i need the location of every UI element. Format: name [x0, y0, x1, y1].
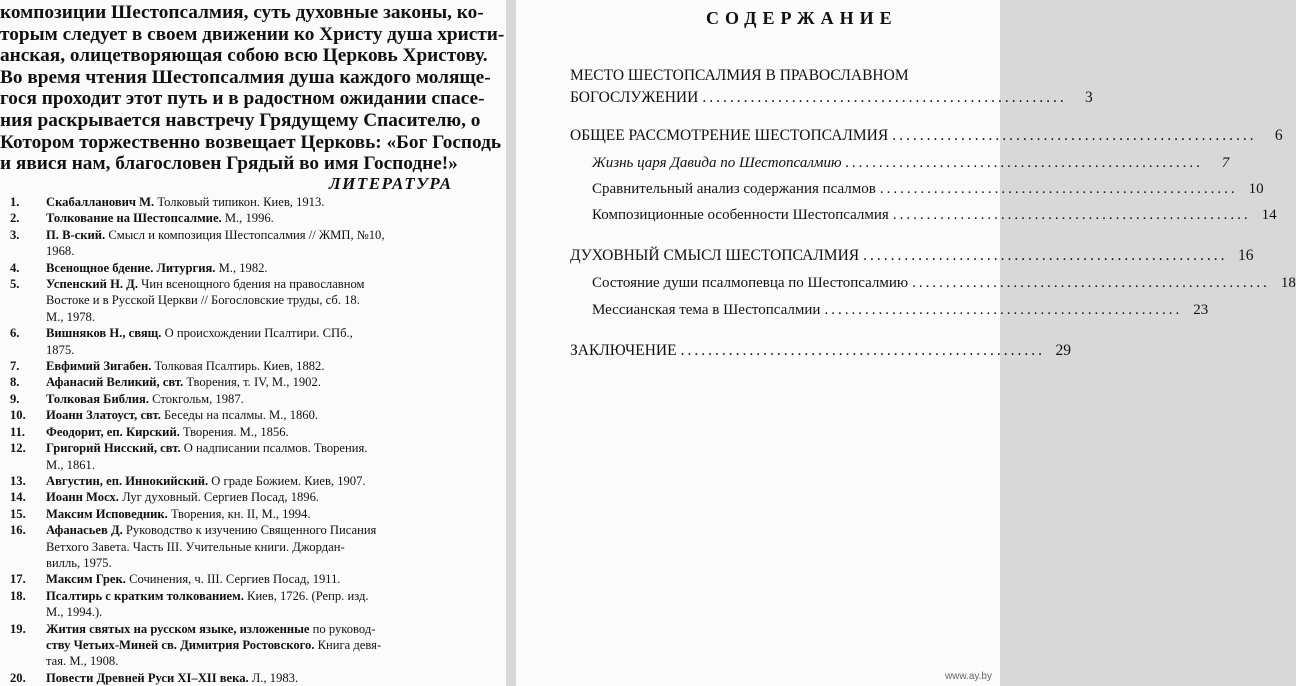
bibliography-entry — [10, 276, 470, 325]
toc-entry[interactable] — [570, 127, 1283, 145]
bibliography-entry — [10, 227, 470, 260]
bibliography-entry — [10, 210, 470, 226]
bibliography-line — [46, 653, 470, 669]
bibliography-entry — [10, 571, 470, 587]
bibliography-author: Повести Древней Руси XI–XII века. — [46, 670, 249, 685]
bibliography-detail: Ветхого Завета. Часть III. Учительные книги. Джордан- — [46, 539, 345, 554]
bibliography-number: 3. — [10, 227, 20, 242]
bibliography-line — [46, 358, 470, 374]
toc-leader-dots: ..................................................... — [892, 127, 1257, 144]
toc-entry-page: 16 — [1238, 247, 1254, 264]
bibliography-line — [46, 227, 470, 243]
bibliography-text — [46, 473, 470, 489]
bibliography-entry — [10, 407, 470, 423]
intro-line: ния раскрывается навстречу Грядущему Спасителю, о — [0, 109, 481, 131]
bibliography-text — [46, 227, 470, 260]
bibliography-author: Максим Исповедник. — [46, 506, 168, 521]
bibliography-text — [46, 506, 470, 522]
toc-entry-page: 6 — [1274, 127, 1283, 144]
bibliography-author: Иоанн Мосх. — [46, 490, 119, 505]
bibliography-detail: М., 1978. — [46, 309, 95, 324]
bibliography-author: Августин, еп. Иннокийский. — [46, 473, 209, 488]
toc-entry-label: ЗАКЛЮЧЕНИЕ — [570, 342, 677, 359]
bibliography-line — [46, 522, 470, 538]
bibliography-detail: Чин всенощного бдения на православном — [138, 277, 365, 292]
bibliography-detail: Толковая Псалтирь. Киев, 1882. — [151, 359, 325, 374]
bibliography-detail: Смысл и композиция Шестопсалмия // ЖМП, №10, — [105, 227, 385, 242]
bibliography-number: 12. — [10, 441, 26, 456]
toc-leader-dots: ..................................................... — [863, 247, 1228, 264]
toc-entry[interactable] — [592, 302, 1209, 319]
intro-line: Во время чтения Шестопсалмия душа каждого моляще- — [0, 66, 491, 88]
bibliography-line — [46, 194, 470, 210]
toc-entry-page: 23 — [1193, 302, 1209, 318]
bibliography-number: 2. — [10, 211, 20, 226]
bibliography-detail: Луг духовный. Сергиев Посад, 1896. — [118, 490, 320, 505]
bibliography-text — [46, 407, 470, 423]
bibliography-number: 6. — [10, 326, 20, 341]
bibliography-text — [46, 571, 470, 587]
right-page — [516, 0, 1296, 686]
bibliography-detail: О надписании псалмов. Творения. — [180, 441, 368, 456]
bibliography-number: 18. — [10, 588, 26, 603]
bibliography-author: Иоанн Златоуст, свт. — [46, 408, 161, 423]
bibliography-entry — [10, 670, 470, 686]
bibliography-line — [46, 342, 470, 358]
bibliography-number: 13. — [10, 473, 26, 488]
bibliography-detail: Творения. М., 1856. — [179, 424, 289, 439]
toc-entry-label: Композиционные особенности Шестопсалмия — [592, 207, 889, 223]
bibliography-number: 20. — [10, 670, 26, 685]
bibliography-text — [46, 424, 470, 440]
bibliography-line — [46, 604, 470, 620]
bibliography-line — [46, 292, 470, 308]
bibliography-text — [46, 391, 470, 407]
bibliography-author: Афанасьев Д. — [46, 523, 123, 538]
bibliography-line — [46, 506, 470, 522]
toc-entry-label: ДУХОВНЫЙ СМЫСЛ ШЕСТОПСАЛМИЯ — [570, 247, 860, 264]
bibliography-detail: Творения, т. IV, М., 1902. — [183, 375, 321, 390]
bibliography-line — [46, 407, 470, 423]
bibliography-detail: 1968. — [46, 244, 75, 259]
bibliography-entry — [10, 358, 470, 374]
bibliography-entry — [10, 260, 470, 276]
bibliography-line — [46, 637, 470, 653]
bibliography-line — [46, 457, 470, 473]
bibliography-text — [46, 588, 470, 621]
bibliography-number: 14. — [10, 490, 26, 505]
bibliography-author: Жития святых на русском языке, изложенные — [46, 621, 310, 636]
bibliography-entry — [10, 374, 470, 390]
bibliography-number: 8. — [10, 375, 20, 390]
bibliography-number: 17. — [10, 572, 26, 587]
toc-entry[interactable] — [570, 89, 1093, 107]
bibliography-detail: вилль, 1975. — [46, 555, 112, 570]
toc-entry-page: 29 — [1055, 342, 1071, 359]
toc-leader-dots: ..................................................... — [702, 89, 1067, 106]
bibliography-detail: 1875. — [46, 342, 75, 357]
bibliography-number: 11. — [10, 424, 26, 439]
bibliography-detail: Л., 1983. — [248, 670, 299, 685]
bibliography-text — [46, 260, 470, 276]
bibliography-detail: Творения, кн. II, М., 1994. — [167, 506, 311, 521]
bibliography-line — [46, 539, 470, 555]
bibliography-author: П. В-ский. — [46, 227, 106, 242]
bibliography-list — [10, 194, 470, 686]
intro-line: анская, олицетворяющая собою всю Церковь Христову. — [0, 45, 488, 67]
bibliography-detail: Руководство к изучению Священного Писания — [122, 523, 377, 538]
bibliography-entry — [10, 489, 470, 505]
bibliography-number: 7. — [10, 359, 20, 374]
bibliography-text — [46, 325, 470, 358]
bibliography-number: 1. — [10, 195, 20, 209]
bibliography-text — [46, 670, 470, 686]
intro-line: и явися нам, благословен Грядый во имя Господне!» — [0, 153, 458, 175]
bibliography-entry — [10, 506, 470, 522]
bibliography-line — [46, 276, 470, 292]
bibliography-detail: по руковод- — [309, 621, 376, 636]
bibliography-text — [46, 489, 470, 505]
bibliography-text — [46, 374, 470, 390]
bibliography-entry — [10, 325, 470, 358]
bibliography-author: Толковая Библия. — [46, 391, 150, 406]
bibliography-line — [46, 210, 470, 226]
bibliography-detail: М., 1996. — [221, 211, 274, 226]
intro-line: композиции Шестопсалмия, суть духовные законы, ко- — [0, 2, 484, 23]
intro-line: гося проходит этот путь и в радостном ожидании спасе- — [0, 88, 485, 110]
bibliography-line — [46, 309, 470, 325]
bibliography-number: 16. — [10, 523, 26, 538]
bibliography-author: Вишняков Н., свящ. — [46, 326, 162, 341]
bibliography-line — [46, 325, 470, 341]
bibliography-author: Толкование на Шестопсалмие. — [46, 211, 222, 226]
toc-entry-page: 7 — [1221, 155, 1230, 171]
toc-entry-label: Мессианская тема в Шестопсалмии — [592, 302, 821, 318]
bibliography-number: 10. — [10, 408, 26, 423]
bibliography-entry — [10, 391, 470, 407]
bibliography-author: Евфимий Зигабен. — [46, 359, 152, 374]
bibliography-line — [46, 555, 470, 571]
toc-entry-label: Состояние души псалмопевца по Шестопсалмию — [592, 275, 909, 291]
bibliography-text — [46, 440, 470, 473]
bibliography-detail: О граде Божием. Киев, 1907. — [208, 473, 366, 488]
bibliography-line — [46, 621, 470, 637]
intro-line: Котором торжественно возвещает Церковь: «Бог Господь — [0, 131, 502, 153]
toc-title: СОДЕРЖАНИЕ — [706, 8, 898, 28]
intro-paragraph — [0, 2, 505, 175]
literature-heading: ЛИТЕРАТУРА — [329, 174, 453, 193]
toc-entry[interactable] — [592, 155, 1230, 172]
bibliography-detail: М., 1982. — [215, 260, 268, 275]
bibliography-entry — [10, 522, 470, 571]
toc-entry[interactable] — [592, 181, 1264, 198]
bibliography-line — [46, 391, 470, 407]
bibliography-author: Скабалланович М. — [46, 195, 155, 209]
toc-entry-page: 10 — [1248, 181, 1264, 197]
bibliography-entry — [10, 440, 470, 473]
bibliography-detail: Толковый типикон. Киев, 1913. — [154, 195, 325, 209]
toc-entry-page: 14 — [1261, 207, 1277, 223]
bibliography-number: 5. — [10, 277, 20, 292]
toc-entry-label: БОГОСЛУЖЕНИИ — [570, 89, 699, 106]
toc-entry-label: Сравнительный анализ содержания псалмов — [592, 181, 876, 197]
bibliography-entry — [10, 588, 470, 621]
bibliography-entry — [10, 621, 470, 670]
bibliography-text — [46, 358, 470, 374]
bibliography-author: Афанасий Великий, свт. — [46, 375, 184, 390]
bibliography-author: Григорий Нисский, свт. — [46, 441, 181, 456]
toc-entry-page: 18 — [1280, 275, 1296, 291]
bibliography-line — [46, 374, 470, 390]
bibliography-line — [46, 243, 470, 259]
bibliography-author: Всенощное бдение. Литургия. — [46, 260, 216, 275]
bibliography-number: 4. — [10, 260, 20, 275]
bibliography-number: 9. — [10, 391, 20, 406]
bibliography-entry — [10, 473, 470, 489]
toc-entry-label: ОБЩЕЕ РАССМОТРЕНИЕ ШЕСТОПСАЛМИЯ — [570, 127, 889, 144]
toc-entry-page: 3 — [1084, 89, 1093, 106]
toc-leader-dots: ..................................................... — [892, 207, 1251, 223]
bibliography-line — [46, 571, 470, 587]
bibliography-text — [46, 194, 470, 210]
toc-entry[interactable] — [570, 342, 1071, 360]
bibliography-text — [46, 522, 470, 571]
bibliography-detail: О происхождении Псалтири. СПб., — [161, 326, 353, 341]
bibliography-entry — [10, 194, 470, 210]
toc-entry-line1: МЕСТО ШЕСТОПСАЛМИЯ В ПРАВОСЛАВНОМ — [570, 67, 909, 84]
bibliography-line — [46, 588, 470, 604]
bibliography-text — [46, 621, 470, 670]
bibliography-author: Феодорит, еп. Кирский. — [46, 424, 180, 439]
bibliography-detail: Востоке и в Русской Церкви // Богословские труды, сб. 18. — [46, 293, 360, 308]
toc-entry[interactable] — [570, 247, 1254, 265]
bibliography-line — [46, 260, 470, 276]
toc-entry[interactable] — [592, 275, 1296, 292]
left-page — [0, 0, 506, 686]
toc-leader-dots: ..................................................... — [879, 181, 1238, 197]
watermark-text: www.ay.by — [944, 671, 992, 682]
bibliography-line — [46, 440, 470, 456]
toc-entry-label: Жизнь царя Давида по Шестопсалмию — [592, 155, 842, 171]
toc-leader-dots: ..................................................... — [680, 342, 1045, 359]
bibliography-detail: тая. М., 1908. — [46, 654, 119, 669]
bibliography-author: Максим Грек. — [46, 572, 126, 587]
bibliography-detail: Киев, 1726. (Репр. изд. — [243, 588, 369, 603]
intro-line: торым следует в своем движении ко Христу душа христи- — [0, 23, 505, 45]
bibliography-author: Успенский Н. Д. — [46, 277, 138, 292]
bibliography-detail: Стокгольм, 1987. — [149, 391, 244, 406]
bibliography-number: 19. — [10, 621, 26, 636]
bibliography-detail: Беседы на псалмы. М., 1860. — [160, 408, 319, 423]
toc-leader-dots: ..................................................... — [824, 302, 1183, 318]
bibliography-detail: М., 1861. — [46, 457, 95, 472]
bibliography-line — [46, 424, 470, 440]
bibliography-text — [46, 276, 470, 325]
bibliography-entry — [10, 424, 470, 440]
toc-entry[interactable] — [592, 207, 1277, 224]
bibliography-detail: Сочинения, ч. III. Сергиев Посад, 1911. — [125, 572, 341, 587]
bibliography-detail: М., 1994.). — [46, 605, 103, 620]
bibliography-line — [46, 670, 470, 686]
bibliography-author: Псалтирь с кратким толкованием. — [46, 588, 244, 603]
bibliography-text — [46, 210, 470, 226]
toc-leader-dots: ..................................................... — [845, 155, 1204, 171]
bibliography-line — [46, 489, 470, 505]
bibliography-author: ству Четьих-Миней св. Димитрия Ростовского. — [46, 637, 315, 652]
bibliography-detail: Книга девя- — [314, 637, 382, 652]
bibliography-number: 15. — [10, 506, 26, 521]
toc-leader-dots: ..................................................... — [912, 275, 1270, 291]
bibliography-line — [46, 473, 470, 489]
